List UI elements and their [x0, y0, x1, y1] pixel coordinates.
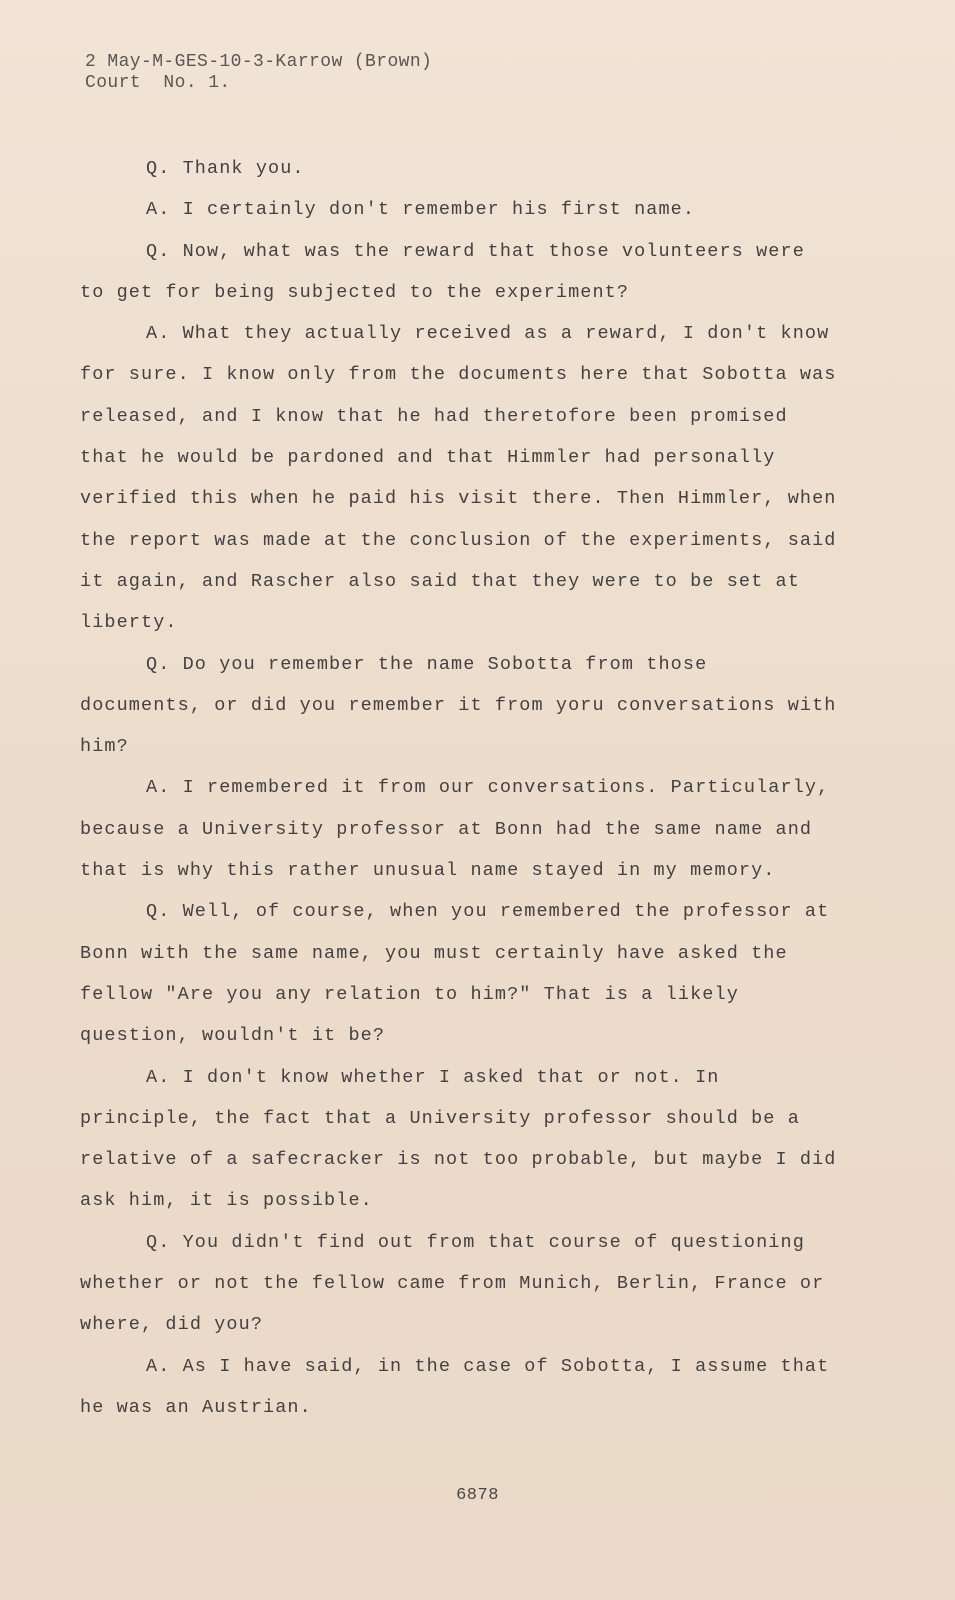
- header-session-line: 2 May-M-GES-10-3-Karrow (Brown): [85, 52, 433, 72]
- transcript-paragraph: Q. Do you remember the name Sobotta from those documents, or did you remember it from yoru conversations with him?: [80, 653, 837, 758]
- page-number: 6878: [456, 1486, 499, 1505]
- header-court-line: Court No. 1.: [85, 73, 231, 93]
- transcript-paragraph: Q. Well, of course, when you remembered the professor at Bonn with the same name, you must certainly have asked the fellow "Are you any relation to him?" That is a likely question, wouldn't it be?: [80, 901, 830, 1047]
- transcript-body: [80, 148, 840, 1428]
- transcript-paragraph: A. I don't know whether I asked that or not. In principle, the fact that a University professor should be a relative of a safecracker is not too probable, but maybe I did ask him, it is possible.: [80, 1066, 837, 1212]
- transcript-paragraph: A. What they actually received as a reward, I don't know for sure. I know only from the documents here that Sobotta was released, and I know that he had theretofore been promised that he would be pardoned and that Himmler had personally verified this when he paid his visit there. Then Himmler, when the report was made at the conclusion of the experiments, said it again, and Rascher also said that they were to be set at liberty.: [80, 323, 837, 634]
- transcript-paragraph: Q. Thank you.: [146, 158, 305, 179]
- transcript-paragraph: A. I remembered it from our conversations. Particularly, because a University professor at Bonn had the same name and that is why this rather unusual name stayed in my memory.: [80, 777, 830, 882]
- transcript-paragraph: Q. You didn't find out from that course of questioning whether or not the fellow came from Munich, Berlin, France or where, did you?: [80, 1231, 825, 1336]
- transcript-paragraph: Q. Now, what was the reward that those volunteers were to get for being subjected to the experiment?: [80, 240, 805, 303]
- transcript-paragraph: A. As I have said, in the case of Sobotta, I assume that he was an Austrian.: [80, 1355, 830, 1418]
- document-header: [85, 52, 432, 94]
- transcript-paragraph: A. I certainly don't remember his first name.: [146, 199, 696, 221]
